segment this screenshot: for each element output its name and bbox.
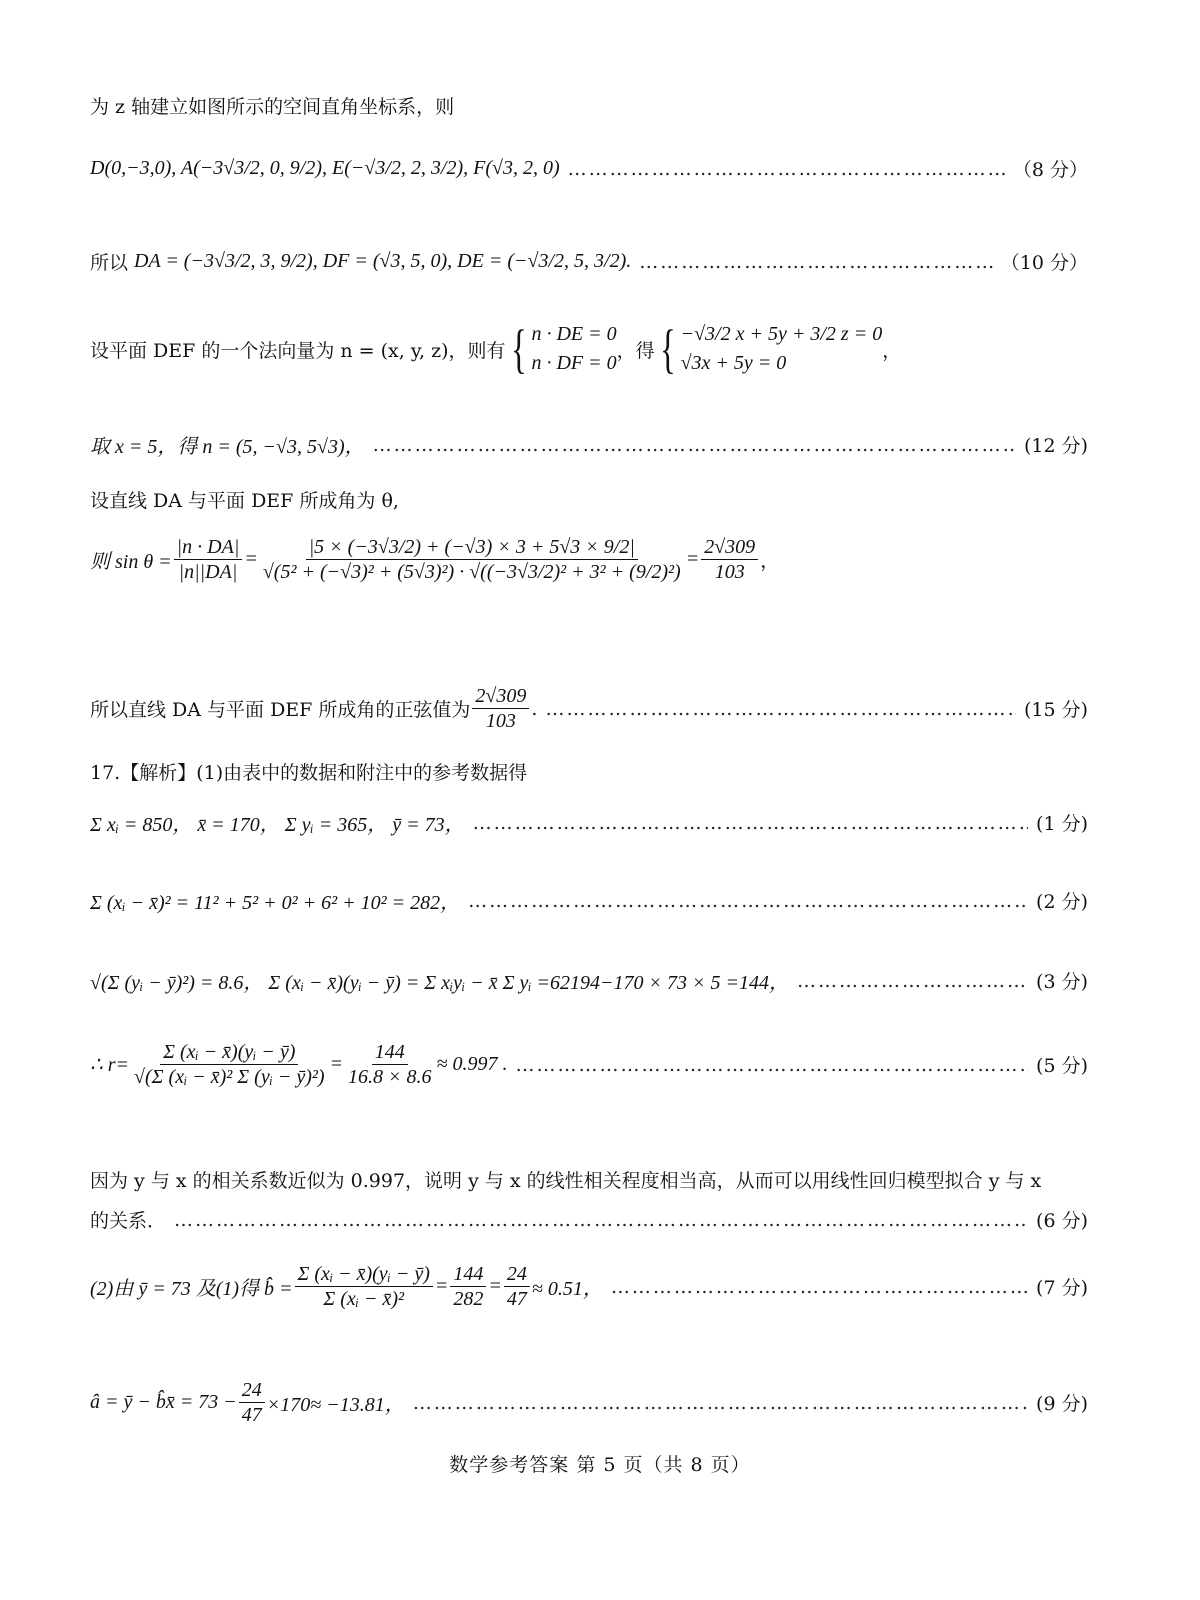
line-angle-def xyxy=(90,486,1088,513)
fraction-sin-computation: $\frac{|5 \times (-3√3/2) + (-√3) \times 3 + 5√3 \times 9/2|}{\text{√(5² + (−√3)² + (5√3)²) · √((−3√3/2)² + 3² + (9/2)²)}}$ xyxy=(262,536,681,583)
leader-dots xyxy=(468,890,1028,912)
line-sum-squares xyxy=(90,886,1088,915)
text: 设平面 DEF 的一个法向量为 n = (x, y, z)，则有 xyxy=(90,339,506,362)
line-explanation xyxy=(90,1166,1088,1193)
score-10: （10 分） xyxy=(1000,252,1088,274)
text: 设直线 DA 与平面 DEF 所成角为 θ, xyxy=(90,490,399,512)
fraction-sin-result: $\frac{2√309}{103}$ xyxy=(701,535,758,584)
leader-dots xyxy=(174,1209,1028,1231)
equation-system-1: { n · DE = 0 n · DF = 0 xyxy=(510,319,617,379)
fraction-24-47: $\frac{24}{47}$ xyxy=(239,1378,265,1427)
text: 所以直线 DA 与平面 DEF 所成角的正弦值为 xyxy=(90,699,471,721)
score-5: (5 分) xyxy=(1036,1055,1088,1077)
leader-dots xyxy=(568,158,1005,180)
text: 所以 xyxy=(90,252,129,274)
line-covariance xyxy=(90,966,1088,995)
equation-system-2: { −√3/2 x + 5y + 3/2 z = 0 √3x + 5y = 0 xyxy=(659,319,883,379)
fraction-r: $\frac{\text{Σ (xᵢ − x̄)(yᵢ − ȳ)}}{\text{√(Σ (xᵢ − x̄)² Σ (yᵢ − ȳ)²)}}$ xyxy=(134,1041,325,1088)
score-6: (6 分) xyxy=(1036,1210,1088,1232)
text: ，得 xyxy=(616,339,655,362)
fraction-b-hat: $\frac{\text{Σ (xᵢ − x̄)(yᵢ − ȳ)}}{\text{Σ (xᵢ − x̄)²}}$ xyxy=(295,1262,433,1311)
leader-dots xyxy=(611,1276,1028,1298)
line-a-hat: â = ȳ − b̂x̄ = 73 − $\frac{24}{47}$ ×170≈ −13.81， ………………………………………………………………………………………………………………………………………………………………………………………………………… (9 分) xyxy=(90,1378,1088,1427)
line-normal-vector: 设平面 DEF 的一个法向量为 n = (x, y, z)，则有 { n · DE = 0 n · DF = 0 ，得 { −√3/2 x + 5y + 3/2 z = 0 √3x + 5y = 0 ， xyxy=(90,319,902,379)
math-vectors: DA = (−3√3/2, 3, 9/2), DF = (√3, 5, 0), DE = (−√3/2, 5, 3/2). xyxy=(134,250,632,272)
math-sums: Σ xᵢ = 850， x̄ = 170， Σ yᵢ = 365， ȳ = 73， xyxy=(90,814,465,836)
section-heading: 17.【解析】(1)由表中的数据和附注中的参考数据得 xyxy=(90,762,528,784)
line-sin-theta: 则 sin θ = $\frac{|n \cdot DA|}{|n||DA|}$ = $\frac{|5 \times (-3√3/2) + (-√3) \times 3 + 5√3 \times 9/2|}{\text{√(5² + (−√3)² + (5√3)²) · √((−3√3/2)² + 3² + (9/2)²)}}$ = $\frac{2√309}{103}$ ， xyxy=(90,536,780,583)
leader-dots xyxy=(473,812,1028,834)
score-12: (12 分) xyxy=(1023,435,1088,457)
line-correlation: ∴ r= $\frac{\text{Σ (xᵢ − x̄)(yᵢ − ȳ)}}{\text{√(Σ (xᵢ − x̄)² Σ (yᵢ − ȳ)²)}}$ = $\frac{144}{16.8 \times 8.6}$ ≈ 0.997 . ………………………………………………………………………………………………………………………………………………………………………………………………………… (5 分) xyxy=(90,1040,1088,1089)
fraction-result: $\frac{2√309}{103}$ xyxy=(472,684,529,733)
fraction-r-value: $\frac{144}{16.8 \times 8.6}$ xyxy=(348,1041,432,1088)
line-take-x xyxy=(90,430,1088,459)
math-covariance: √(Σ (yᵢ − ȳ)²) = 8.6， Σ (xᵢ − x̄)(yᵢ − ȳ) = Σ xᵢyᵢ − x̄ Σ yᵢ =62194−170 × 73 × 5 =144， xyxy=(90,972,790,994)
line-problem-17 xyxy=(90,758,1088,785)
text: 为 z 轴建立如图所示的空间直角坐标系，则 xyxy=(90,96,455,118)
line-sine-result: 所以直线 DA 与平面 DEF 所成角的正弦值为 $\frac{2√309}{103}$ . ………………………………………………………………………………………………………………………………………………………………………………………………………… (15 分) xyxy=(90,684,1088,733)
leader-dots xyxy=(413,1392,1028,1414)
line-coordinates xyxy=(90,155,1088,182)
math-coordinates: D(0,−3,0), A(−3√3/2, 0, 9/2), E(−√3/2, 2, 3/2), F(√3, 2, 0) xyxy=(90,157,560,179)
text: 因为 y 与 x 的相关系数近似为 0.997，说明 y 与 x 的线性相关程度相当高，从而可以用线性回归模型拟合 y 与 x xyxy=(90,1170,1042,1192)
line-vectors xyxy=(90,248,1088,275)
leader-dots xyxy=(797,970,1028,992)
line-axis-setup xyxy=(90,92,1088,119)
score-1: (1 分) xyxy=(1036,813,1088,835)
score-2: (2 分) xyxy=(1036,891,1088,913)
leader-dots xyxy=(545,698,1016,720)
text: 的关系． xyxy=(90,1210,167,1232)
fraction-24-47: $\frac{24}{47}$ xyxy=(504,1262,530,1311)
score-8: （8 分） xyxy=(1012,159,1088,181)
fraction-sin-definition: $\frac{|n \cdot DA|}{|n||DA|}$ xyxy=(174,535,243,584)
leader-dots xyxy=(373,434,1016,456)
math-sum-squares: Σ (xᵢ − x̄)² = 11² + 5² + 0² + 6² + 10² = 282， xyxy=(90,892,461,914)
line-b-hat: (2)由 ȳ = 73 及(1)得 b̂ = $\frac{\text{Σ (xᵢ − x̄)(yᵢ − ȳ)}}{\text{Σ (xᵢ − x̄)²}}$ = $\frac{144}{282}$ = $\frac{24}{47}$ ≈ 0.51， ………………………………………………………………………………………………………………………………………………………………………………………………………… (7 分) xyxy=(90,1262,1088,1311)
score-15: (15 分) xyxy=(1023,699,1088,721)
leader-dots xyxy=(516,1054,1029,1076)
fraction-144-282: $\frac{144}{282}$ xyxy=(450,1262,486,1311)
score-3: (3 分) xyxy=(1036,971,1088,993)
leader-dots xyxy=(639,251,993,273)
score-7: (7 分) xyxy=(1036,1277,1088,1299)
score-9: (9 分) xyxy=(1036,1393,1088,1415)
page-footer: 数学参考答案 第 5 页（共 8 页） xyxy=(449,1454,751,1476)
text: 取 x = 5，得 n = (5, −√3, 5√3)， xyxy=(90,436,365,458)
line-relation xyxy=(90,1206,1088,1233)
line-sums xyxy=(90,808,1088,837)
